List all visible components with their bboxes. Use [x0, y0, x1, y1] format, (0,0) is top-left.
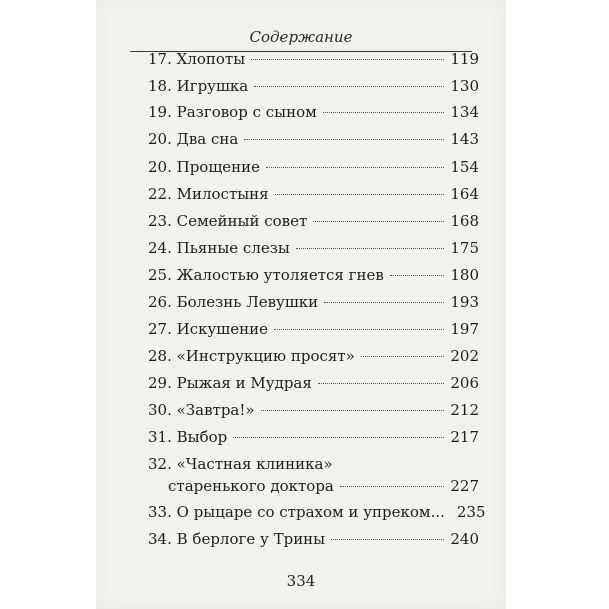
toc-entry-page: 119 — [450, 50, 479, 68]
toc-entry-title-continued: старенького доктора — [168, 477, 334, 495]
toc-entry-title: 33. О рыцаре со страхом и упреком... — [148, 503, 445, 521]
toc-entry-title: 18. Игрушка — [148, 77, 249, 95]
toc-entry-title: 25. Жалостью утоляется гнев — [148, 266, 384, 284]
dot-leader — [274, 329, 444, 330]
toc-entry-page: 235 — [456, 503, 486, 521]
toc-entry-title: 17. Хлопоты — [148, 50, 246, 68]
toc-entry-title: 20. Прощение — [148, 158, 261, 176]
toc-entry-page: 143 — [450, 130, 479, 148]
toc-entry-page: 180 — [450, 266, 479, 284]
toc-entry-title: 30. «Завтра!» — [148, 401, 255, 419]
toc-entry-page: 227 — [450, 477, 479, 495]
toc-entry — [148, 185, 479, 203]
toc-entry-title: 32. «Частная клиника» — [148, 455, 333, 473]
toc-entry-page: 240 — [450, 530, 479, 548]
toc-entry-title: 28. «Инструкцию просят» — [148, 347, 355, 365]
toc-entry-title: 34. В берлоге у Трины — [148, 530, 326, 548]
toc-entry-page: 154 — [450, 158, 479, 176]
toc-entry — [148, 347, 479, 365]
toc-entry — [148, 320, 479, 338]
toc-entry-page: 202 — [450, 347, 479, 365]
toc-entry-title: 26. Болезнь Левушки — [148, 293, 319, 311]
dot-leader — [275, 194, 445, 195]
dot-leader — [233, 437, 444, 438]
dot-leader — [296, 248, 445, 249]
toc-entry-title: 24. Пьяные слезы — [148, 239, 290, 257]
toc-entry-title: 23. Семейный совет — [148, 212, 308, 230]
toc-entry — [148, 212, 479, 230]
toc-entry-multiline — [148, 455, 479, 495]
toc-entry — [148, 130, 479, 148]
dot-leader — [331, 539, 444, 540]
toc-entry-page: 212 — [450, 401, 479, 419]
running-title: Содержание — [249, 28, 353, 46]
toc-entry-page: 193 — [450, 293, 479, 311]
dot-leader — [251, 59, 444, 60]
toc-entry-page: 130 — [450, 77, 479, 95]
toc-entry-title: 19. Разговор с сыном — [148, 103, 317, 121]
book-page — [96, 0, 506, 609]
toc-entry-page: 197 — [450, 320, 479, 338]
toc-entry-page: 164 — [450, 185, 479, 203]
dot-leader — [340, 486, 444, 487]
toc-entry-title: 27. Искушение — [148, 320, 268, 338]
dot-leader — [390, 275, 445, 276]
toc-entry-page: 217 — [450, 428, 479, 446]
toc-entry-title: 31. Выбор — [148, 428, 228, 446]
toc-entry — [148, 503, 486, 521]
toc-entry — [148, 77, 479, 95]
dot-leader — [244, 139, 444, 140]
toc-entry — [148, 428, 479, 446]
toc-entry-page: 168 — [450, 212, 479, 230]
toc-entry — [148, 239, 479, 257]
dot-leader — [266, 167, 444, 168]
dot-leader — [361, 356, 445, 357]
page-number: 334 — [286, 572, 316, 590]
toc-entry — [148, 266, 479, 284]
toc-entry — [148, 530, 479, 548]
toc-entry — [148, 293, 479, 311]
toc-entry-title: 20. Два сна — [148, 130, 239, 148]
dot-leader — [323, 112, 445, 113]
toc-entry — [148, 401, 479, 419]
toc-entry-title: 29. Рыжая и Мудрая — [148, 374, 312, 392]
dot-leader — [313, 221, 444, 222]
dot-leader — [254, 86, 444, 87]
dot-leader — [324, 302, 444, 303]
dot-leader — [318, 383, 445, 384]
toc-entry — [148, 103, 479, 121]
toc-entry — [148, 50, 479, 68]
dot-leader — [261, 410, 445, 411]
toc-entry-page: 134 — [450, 103, 479, 121]
toc-entry — [148, 374, 479, 392]
toc-entry-page: 206 — [450, 374, 479, 392]
toc-entry-page: 175 — [450, 239, 479, 257]
toc-entry-title: 22. Милостыня — [148, 185, 269, 203]
toc-entry — [148, 158, 479, 176]
